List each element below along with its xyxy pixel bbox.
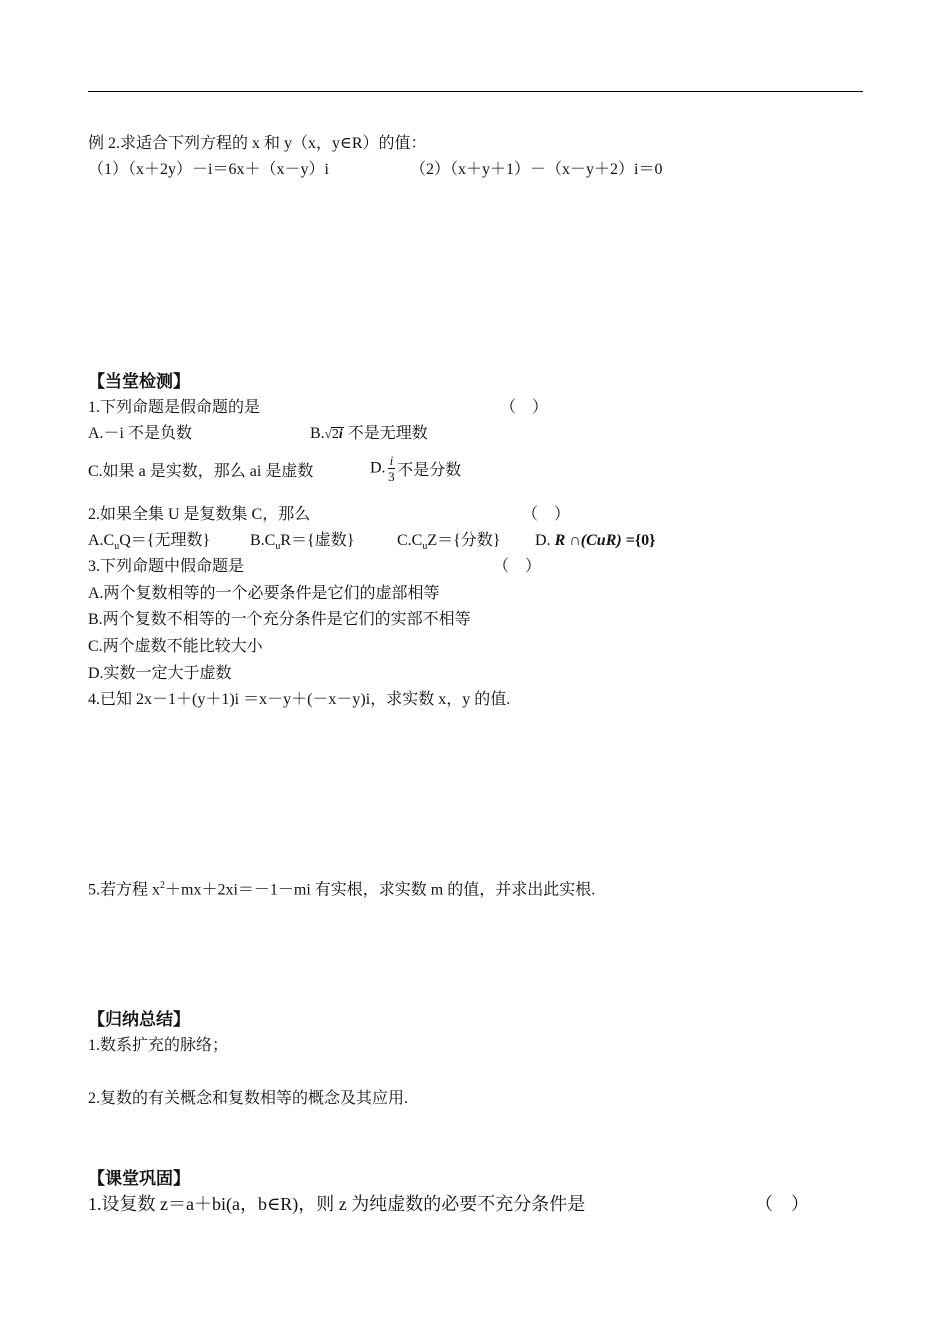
check-q1-answer-paren: （ ） [500,399,549,416]
fraction-i-over-3: $\frac{i}{3}$ [388,453,395,484]
section-heading-summary: 【归纳总结】 [88,1010,190,1030]
header-rule [88,91,863,92]
summary-item-1: 1.数系扩充的脉络； [88,1037,229,1054]
check-q1-option-b: B.√2i 不是无理数 [310,425,428,442]
check-q3-option-c: C.两个虚数不能比较大小 [88,638,263,655]
example-2-equation-2: （2）（x＋y＋1）－（x－y＋2）i＝0 [410,161,663,178]
check-q2-option-c: $C.C_uZ=${分数} [397,532,501,553]
check-q1-option-c: C.如果 a 是实数，那么 ai 是虚数 [88,463,314,480]
check-q3-option-b: B.两个复数不相等的一个充分条件是它们的实部不相等 [88,611,471,628]
check-q2-answer-paren: （ ） [522,506,571,523]
summary-item-2: 2.复数的有关概念和复数相等的概念及其应用. [88,1090,409,1107]
check-q3-option-d: D.实数一定大于虚数 [88,665,232,682]
check-q1-option-d: D. $\frac{i}{3}$ 不是分数 [370,453,462,484]
check-q2-option-a: $A.C_uQ=${无理数} [88,532,211,553]
example-2-equation-1: （1）（x＋2y）－i＝6x＋（x－y）i [88,161,329,178]
consolidate-q1-answer-paren: （ ） [755,1194,809,1214]
section-heading-check: 【当堂检测】 [88,372,190,392]
check-q5: 5.若方程 $x^2+mx+2xi=-1-mi$ 有实根，求实数 m 的值，并求出此实根. [88,880,596,899]
check-q1-option-a: A.－i 不是负数 [88,425,193,442]
check-q3-answer-paren: （ ） [493,558,542,575]
check-q2-option-d: D. R ∩(CuR) ={0} [535,532,656,549]
check-q3-stem: 3.下列命题中假命题是 [88,558,245,575]
section-heading-consolidate: 【课堂巩固】 [88,1169,190,1189]
example-2-title: 例 2.求适合下列方程的 x 和 y（x，y∈R）的值： [88,135,427,152]
check-q2-option-b: $B.C_uR=${虚数} [250,532,355,553]
check-q1-stem: 1.下列命题是假命题的是 [88,399,261,416]
check-q3-option-a: A.两个复数相等的一个必要条件是它们的虚部相等 [88,585,440,602]
check-q4: 4.已知 2x－1＋(y＋1)i ＝x－y＋(－x－y)i，求实数 x，y 的值. [88,691,511,708]
check-q2-stem: 2.如果全集 U 是复数集 C，那么 [88,506,311,523]
consolidate-q1: 1.设复数 z＝a＋bi(a，b∈R)，则 z 为纯虚数的必要不充分条件是 [88,1194,586,1214]
